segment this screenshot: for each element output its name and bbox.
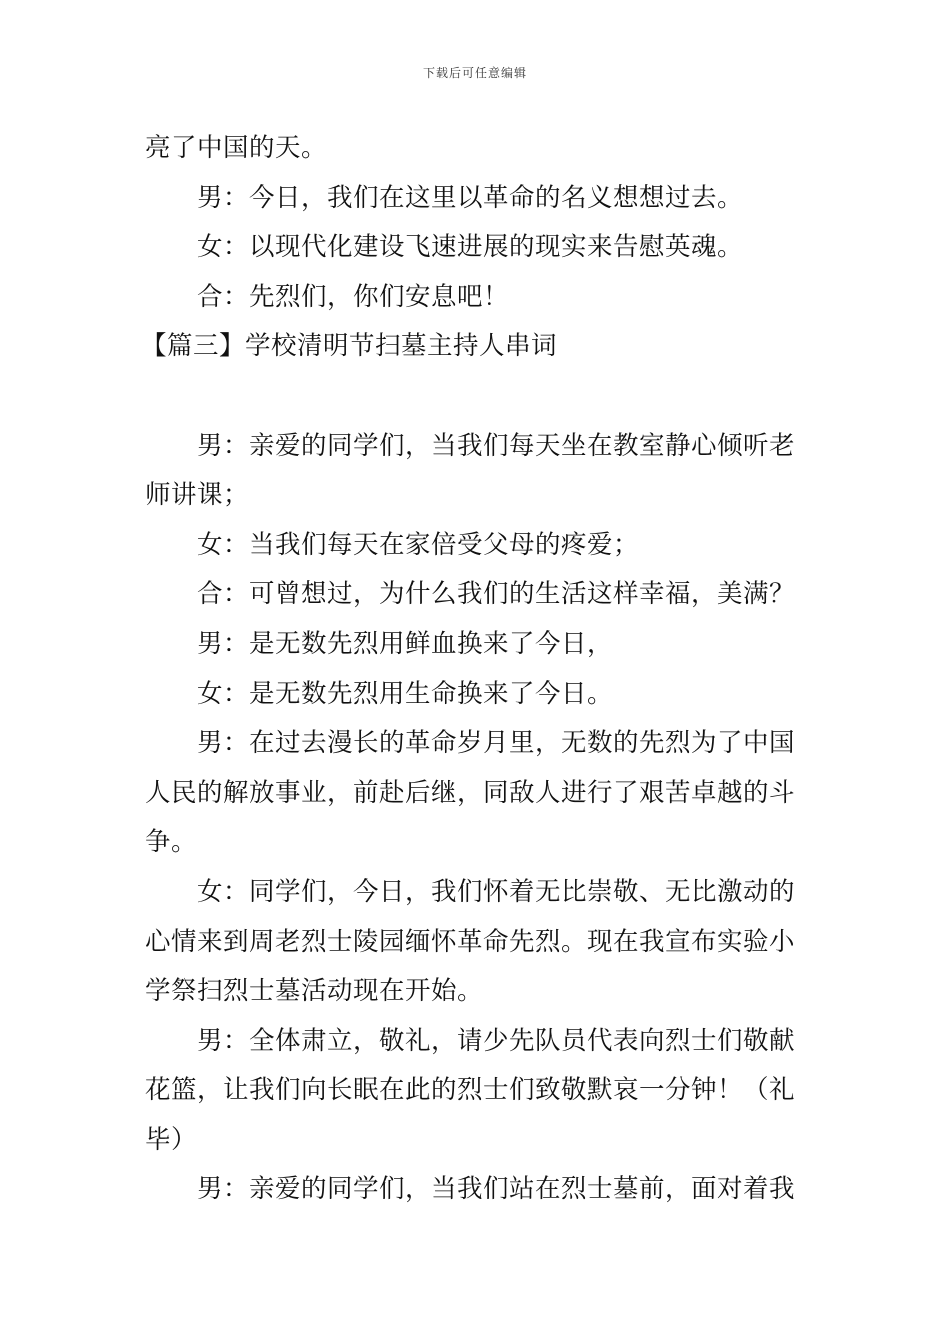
- section-heading: 【篇三】学校清明节扫墓主持人串词: [141, 331, 558, 362]
- text-line: 女：以现代化建设飞速进展的现实来告慰英魂。: [197, 232, 744, 263]
- text-line: 男：今日，我们在这里以革命的名义想想过去。: [197, 182, 744, 213]
- text-line: 毕）: [145, 1124, 198, 1155]
- text-line: 师讲课；: [145, 480, 250, 511]
- text-line: 男：亲爱的同学们，当我们每天坐在教室静心倾听老: [197, 430, 796, 461]
- blank-line: [145, 372, 807, 422]
- text-line: 争。: [145, 827, 198, 858]
- text-line: 合：可曾想过，为什么我们的生活这样幸福，美满？: [197, 579, 796, 610]
- text-line: 男：是无数先烈用鲜血换来了今日，: [197, 628, 614, 659]
- text-line: 女：当我们每天在家倍受父母的疼爱；: [197, 529, 640, 560]
- text-line: 亮了中国的天。: [145, 133, 328, 163]
- document-body: [141, 124, 807, 1215]
- text-line: 合：先烈们，你们安息吧！: [197, 281, 510, 312]
- text-line: 男：亲爱的同学们，当我们站在烈士墓前，面对着我: [197, 1174, 796, 1205]
- text-line: 心情来到周老烈士陵园缅怀革命先烈。现在我宣布实验小: [145, 926, 796, 957]
- text-line: 男：全体肃立，敬礼，请少先队员代表向烈士们敬献: [197, 1025, 796, 1056]
- text-line: 学祭扫烈士墓活动现在开始。: [145, 976, 484, 1007]
- page-header: 下载后可任意编辑: [422, 66, 527, 80]
- text-line: 男：在过去漫长的革命岁月里，无数的先烈为了中国: [197, 728, 796, 759]
- text-line: 人民的解放事业，前赴后继，同敌人进行了艰苦卓越的斗: [145, 777, 796, 808]
- text-line: 女：同学们，今日，我们怀着无比崇敬、无比激动的: [197, 876, 796, 907]
- text-line: 花篮，让我们向长眠在此的烈士们致敬默哀一分钟！（礼: [145, 1075, 796, 1106]
- text-line: 女：是无数先烈用生命换来了今日。: [197, 678, 614, 709]
